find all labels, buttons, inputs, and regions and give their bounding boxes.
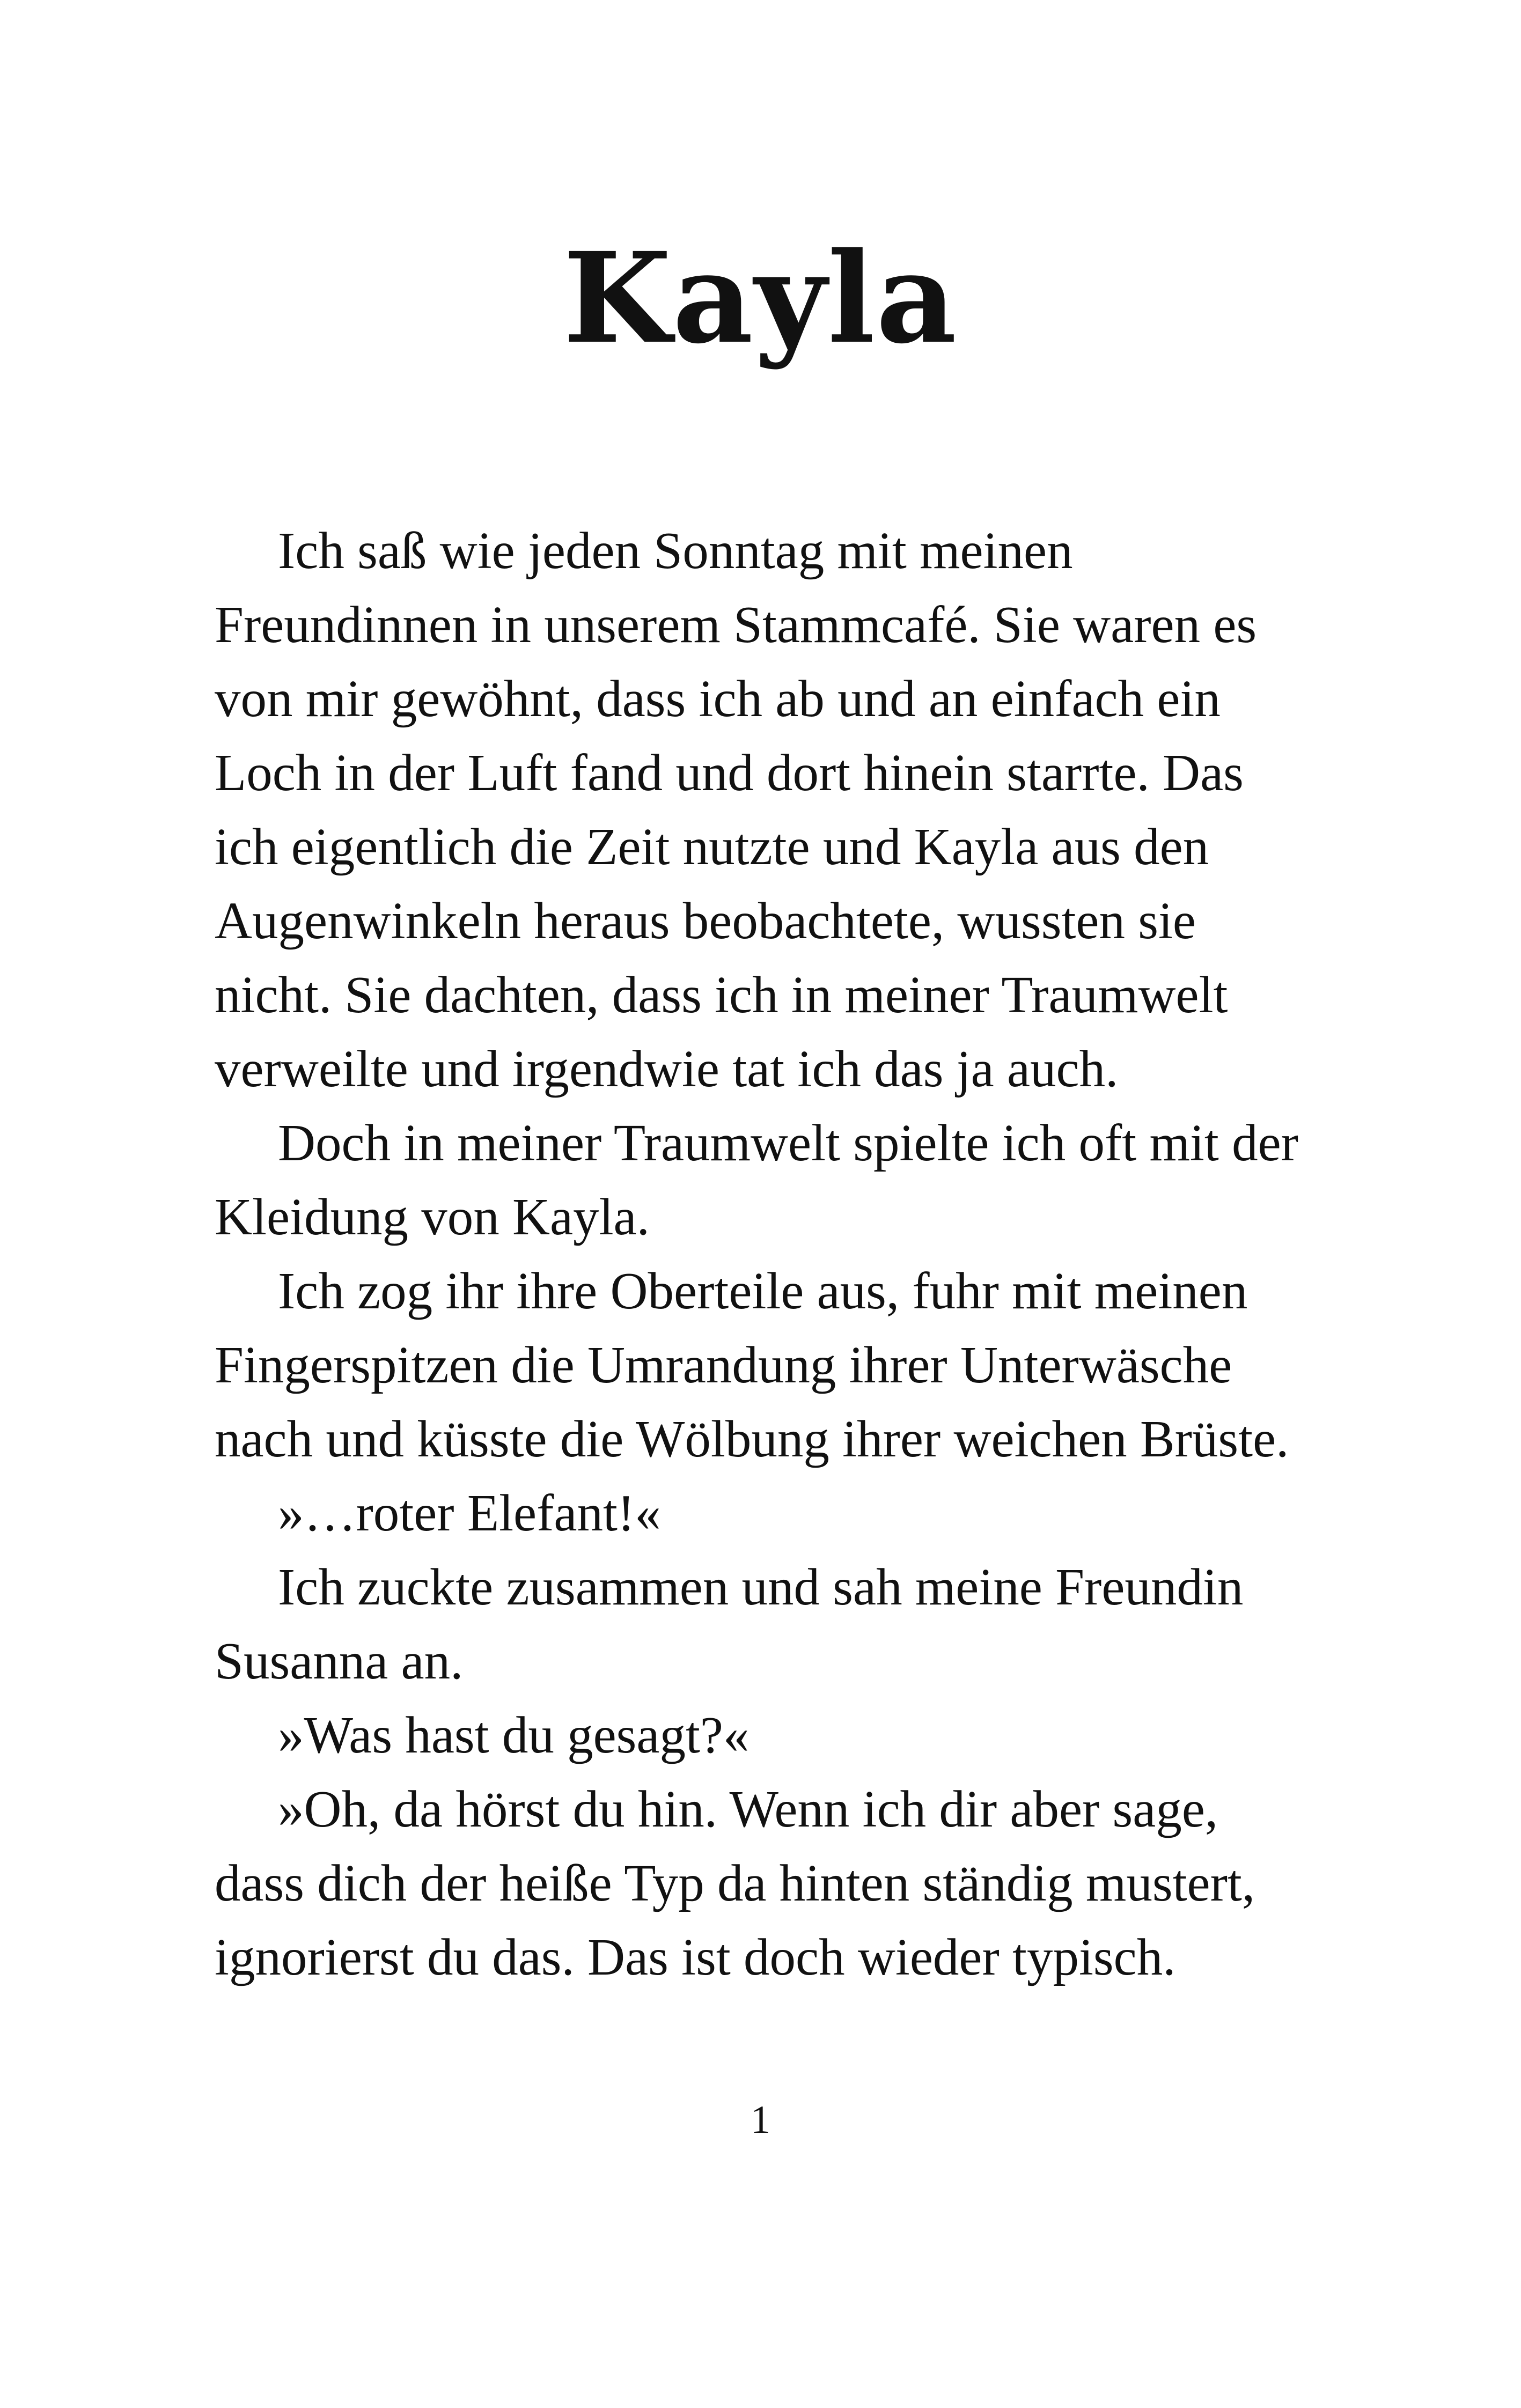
paragraph: Doch in meiner Traumwelt spielte ich oft mit der Kleidung von Kayla. xyxy=(215,1114,1298,1246)
chapter-title: Kayla xyxy=(563,225,958,371)
paragraph: »Was hast du gesagt?« xyxy=(278,1706,750,1764)
chapter-body xyxy=(215,514,1320,1994)
paragraph: »Oh, da hörst du hin. Wenn ich dir aber sage, dass dich der heiße Typ da hinten ständig mustert, ignorierst du das. Das ist doch wieder typisch. xyxy=(215,1780,1255,1986)
paragraph: Ich zuckte zusammen und sah meine Freundin Susanna an. xyxy=(215,1558,1244,1690)
page-number: 1 xyxy=(751,2098,770,2142)
paragraph: Ich saß wie jeden Sonntag mit meinen Freundinnen in unserem Stammcafé. Sie waren es von mir gewöhnt, dass ich ab und an einfach ein Loch in der Luft fand und dort hinein starrte. Das ich eigentlich die Zeit nutzte und Kayla aus den Augenwinkeln heraus beobachtete, wussten sie nicht. Sie dachten, dass ich in meiner Traumwelt verweilte und irgendwie tat ich das ja auch. xyxy=(215,522,1257,1098)
paragraph: »…roter Elefant!« xyxy=(278,1484,661,1542)
paragraph: Ich zog ihr ihre Oberteile aus, fuhr mit meinen Fingerspitzen die Umrandung ihrer Unterwäsche nach und küsste die Wölbung ihrer weichen Brüste. xyxy=(215,1262,1289,1468)
